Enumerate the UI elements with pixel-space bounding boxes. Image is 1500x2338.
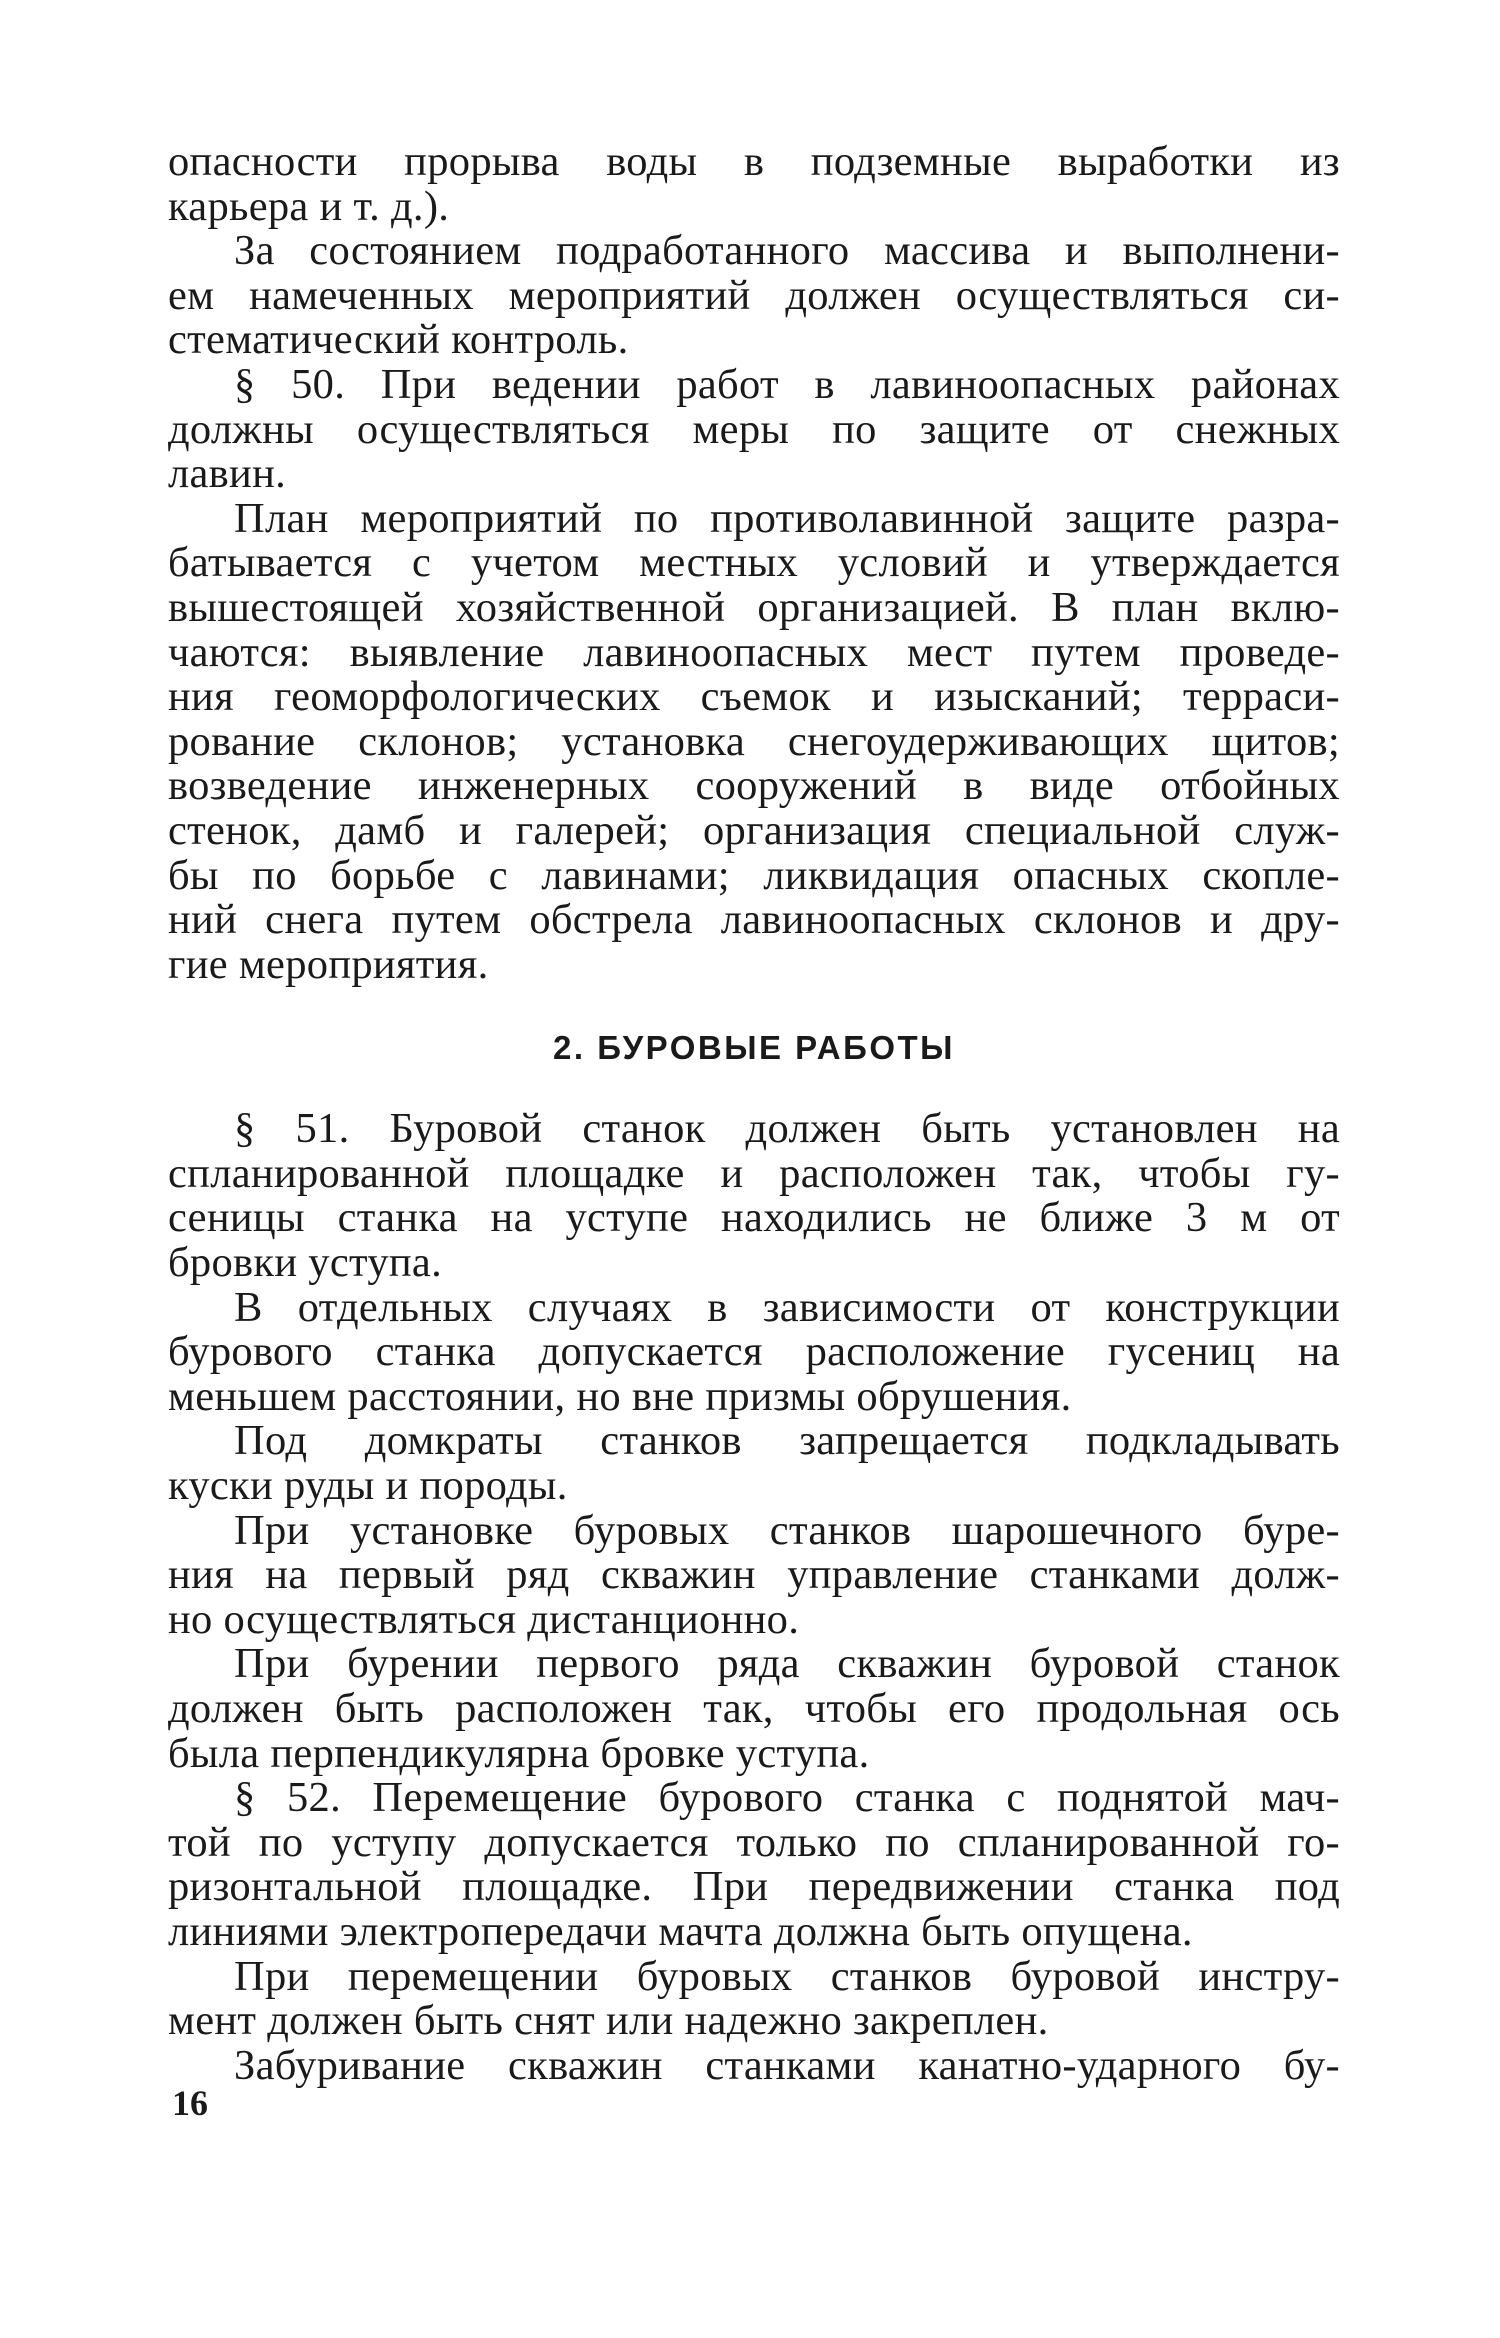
text-line: § 52. Перемещение бурового станка с поднятой мач-	[234, 1774, 1340, 1822]
text-line: вышестоящей хозяйственной организацией. В план вклю-	[168, 583, 1340, 631]
text-line: При бурении первого ряда скважин буровой станок	[234, 1640, 1340, 1688]
text-line: § 50. При ведении работ в лавиноопасных районах	[234, 360, 1340, 408]
text-line: Забуривание скважин станками канатно-ударного бу-	[234, 2041, 1340, 2089]
text-line: План мероприятий по противолавинной защите разра-	[234, 494, 1340, 542]
text-line: При установке буровых станков шарошечного буре-	[234, 1506, 1340, 1554]
text-line: линиями электропередачи мачта должна быть опущена.	[168, 1907, 1193, 1955]
text-line: меньшем расстоянии, но вне призмы обрушения.	[168, 1372, 1072, 1420]
text-line: куски руды и породы.	[168, 1462, 568, 1510]
text-line: мент должен быть снят или надежно закреплен.	[168, 1997, 1049, 2045]
text-line: опасности прорыва воды в подземные выработки из	[168, 138, 1340, 185]
text-line: спланированной площадке и расположен так, чтобы гу-	[168, 1149, 1340, 1197]
text-line: должен быть расположен так, чтобы его продольная ось	[168, 1685, 1340, 1732]
text-line: той по уступу допускается только по спланированной го-	[168, 1818, 1340, 1866]
text-line: чаются: выявление лавиноопасных мест путем проведе-	[168, 628, 1340, 676]
text-line: ризонтальной площадке. При передвижении станка под	[168, 1863, 1340, 1911]
text-line: бы по борьбе с лавинами; ликвидация опасных скопле-	[168, 851, 1340, 899]
text-line: В отдельных случаях в зависимости от конструкции	[234, 1283, 1340, 1331]
text-line: была перпендикулярна бровке уступа.	[168, 1729, 870, 1777]
text-line: ния геоморфологических съемок и изысканий; терраси-	[168, 673, 1340, 721]
text-line: лавин.	[168, 450, 287, 498]
section-heading: 2. БУРОВЫЕ РАБОТЫ	[553, 1029, 955, 1067]
text-line: возведение инженерных сооружений в виде отбойных	[168, 762, 1340, 810]
text-line: § 51. Буровой станок должен быть установлен на	[234, 1105, 1340, 1153]
text-line: бурового станка допускается расположение гусениц на	[168, 1328, 1340, 1376]
text-block-after-heading	[168, 1107, 1340, 2088]
text-line: должны осуществляться меры по защите от снежных	[168, 405, 1340, 453]
text-line: бровки уступа.	[168, 1239, 443, 1287]
document-page	[168, 140, 1340, 2088]
text-line: рование склонов; установка снегоудерживающих щитов;	[168, 717, 1340, 765]
text-line: стематический контроль.	[168, 316, 629, 364]
text-line: карьера и т. д.).	[168, 182, 450, 230]
text-line: За состоянием подработанного массива и выполнени-	[234, 227, 1340, 275]
text-block-before-heading	[168, 140, 1340, 987]
text-line: гие мероприятия.	[168, 940, 489, 988]
text-line: батывается с учетом местных условий и утверждается	[168, 539, 1340, 587]
text-line: При перемещении буровых станков буровой инстру-	[234, 1952, 1340, 2000]
text-line: ем намеченных мероприятий должен осуществляться си-	[168, 271, 1340, 319]
text-line: но осуществляться дистанционно.	[168, 1595, 800, 1643]
page-number: 16	[172, 2083, 208, 2123]
text-line: ний снега путем обстрела лавиноопасных склонов и дру-	[168, 896, 1340, 944]
text-line: ния на первый ряд скважин управление станками долж-	[168, 1551, 1340, 1599]
text-line: Под домкраты станков запрещается подкладывать	[234, 1417, 1340, 1465]
text-line: стенок, дамб и галерей; организация специальной служ-	[168, 806, 1340, 854]
text-line: сеницы станка на уступе находились не ближе 3 м от	[168, 1194, 1340, 1242]
